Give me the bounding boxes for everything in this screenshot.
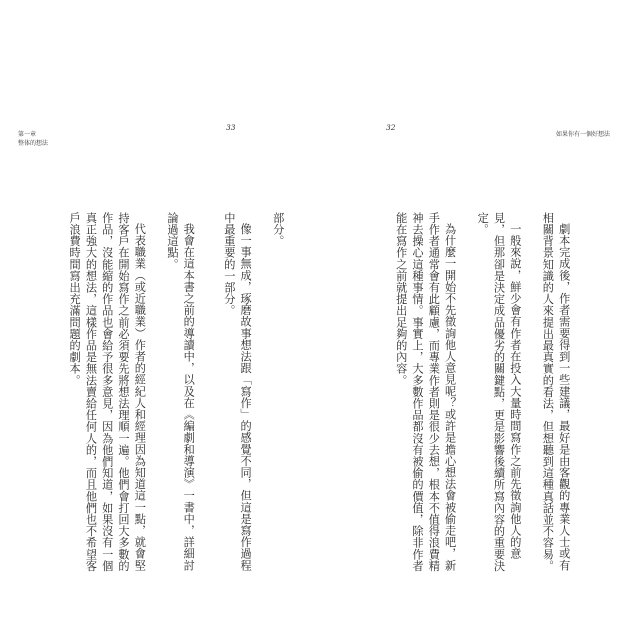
right-page [310,0,620,620]
right-paragraph-2: 一般來說，鮮少會有作者在投入大量時間寫作之前先徵詢他人的意見，但那卻是決定成品優劣的關鍵點，更是影響後續所寫內容的重要決定。 [476,212,522,572]
left-body-text [56,212,302,574]
right-page-number: 32 [386,123,396,132]
left-paragraph-2: 像一事無成，琢磨故事想法跟「寫作」的感覺不同，但這是寫作過程中最重要的一部分。 [222,212,253,572]
left-paragraph-4: 代表職業（或近職業）作者的經紀人和經理因為知道這一點，就會堅持客戶在開始寫作之前必須要先將想法理順一遍。他們會打回大多數的作品，沒能縮的作品也會給予很多意見，因為他們知道，如果沒有一個真正強大的想法，這樣作品是無法賣給任何人的，而且他們也不希望客戶浪費時間寫出充滿問題的劇本。 [68,212,147,572]
left-page-number: 33 [226,123,236,132]
right-paragraph-3: 為什麼一開始不先徵詢他人意見呢？或許是擔心想法會被偷走吧，新手作者通常會有此顧慮，而專業作者則是很少去想，根本不值得浪費精神去操心這種事情。事實上，大多數作品都沒有被偷的價值，除非作者能在寫作之前就提出足夠的內容。 [394,212,457,572]
left-header-chapter: 第一章 [18,131,37,138]
left-header-section: 整体的想法 [18,140,49,147]
right-body-text [370,212,588,574]
right-header-chapter: 如果你有一個好想法 [556,131,611,138]
right-paragraph-1: 劇本完成後，作者需要得到一些建議，最好是由客觀的專業人士或有相關背景知識的人來提出最真實的看法，但想聽到這種真話並不容易。 [541,212,571,572]
left-paragraph-1: 部分。 [271,212,285,247]
left-paragraph-3: 我會在這本書之前的導讀中，以及在《編劇和導演》一書中，詳細討論過這點。 [165,212,196,572]
